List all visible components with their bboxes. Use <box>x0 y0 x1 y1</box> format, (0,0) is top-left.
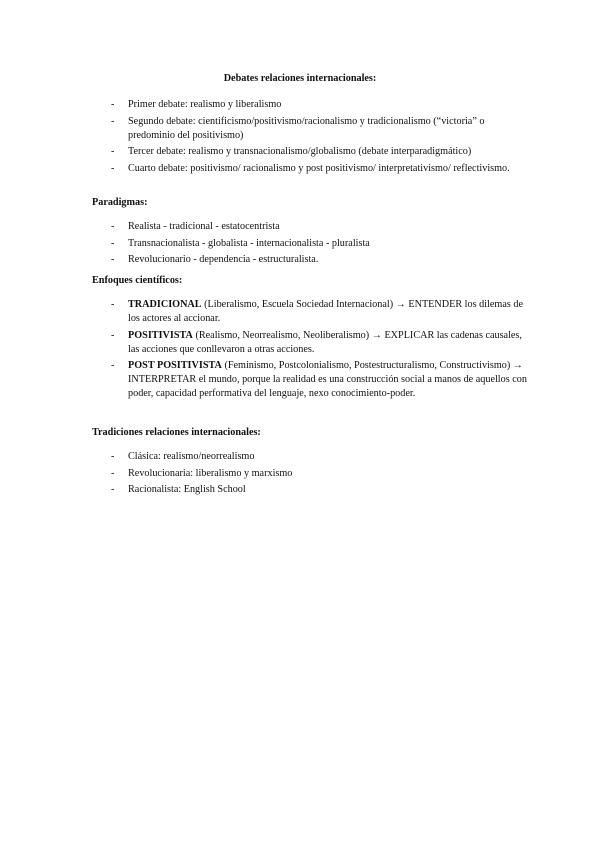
tradiciones-list <box>92 450 532 500</box>
list-dash: - <box>111 237 115 249</box>
debate-text: Primer debate: realismo y liberalismo <box>128 99 282 110</box>
list-item <box>92 220 532 234</box>
paradigma-text: Transnacionalista - globalista - internacionalista - pluralista <box>128 237 370 249</box>
tradicion-text: Clásica: realismo/neorrealismo <box>128 451 255 462</box>
list-dash: - <box>111 162 115 174</box>
paradigmas-list <box>92 220 532 270</box>
enfoque-name: POSITIVISTA <box>128 329 193 341</box>
paradigma-text: Realista - tradicional - estatocentrista <box>128 221 280 232</box>
list-dash: - <box>111 484 115 495</box>
list-dash: - <box>111 115 115 127</box>
debates-list <box>92 98 532 178</box>
enfoques-list <box>92 298 532 404</box>
list-dash: - <box>111 299 115 310</box>
list-item <box>92 298 532 326</box>
list-item <box>92 467 532 481</box>
list-dash: - <box>111 254 115 265</box>
list-item <box>92 162 532 176</box>
list-item <box>92 359 532 401</box>
enfoque-description: (Feminismo, Postcolonialismo, Postestructuralismo, Constructivismo) → INTERPRETAR el mundo, porque la realidad es una construcción social a manos de aquellos con poder, capacidad performativa del lenguaje, nexo conocimiento-poder. <box>128 360 527 399</box>
list-dash: - <box>111 467 115 479</box>
list-item <box>92 145 532 159</box>
paradigma-text: Revolucionario - dependencia - estructuralista. <box>128 254 319 265</box>
tradiciones-heading: Tradiciones relaciones internacionales: <box>92 427 261 438</box>
list-dash: - <box>111 146 115 157</box>
list-item <box>92 329 532 357</box>
list-dash: - <box>111 360 115 371</box>
enfoque-name: POST POSITIVISTA <box>128 360 222 371</box>
list-item <box>92 115 532 143</box>
debate-text: Cuarto debate: positivismo/ racionalismo y post positivismo/ interpretativismo/ reflectivismo. <box>128 162 510 174</box>
list-dash: - <box>111 99 115 110</box>
paradigmas-heading: Paradigmas: <box>92 197 148 208</box>
list-dash: - <box>111 451 115 462</box>
list-item <box>92 237 532 251</box>
list-item <box>92 253 532 267</box>
enfoque-description: (Realismo, Neorrealismo, Neoliberalismo) → EXPLICAR las cadenas causales, las acciones que conllevaron a otras acciones. <box>128 329 522 355</box>
tradicion-text: Racionalista: English School <box>128 484 246 495</box>
tradicion-text: Revolucionaria: liberalismo y marxismo <box>128 467 293 479</box>
debate-text: Segundo debate: cientificismo/positivismo/racionalismo y tradicionalismo (“victoria” o predominio del positivismo) <box>128 115 485 141</box>
enfoque-description: (Liberalismo, Escuela Sociedad Internacional) → ENTENDER los dilemas de los actores al accionar. <box>128 299 523 324</box>
list-dash: - <box>111 221 115 232</box>
debate-text: Tercer debate: realismo y transnacionalismo/globalismo (debate interparadigmático) <box>128 146 472 157</box>
enfoque-name: TRADICIONAL <box>128 299 202 310</box>
list-item <box>92 483 532 497</box>
list-dash: - <box>111 329 115 341</box>
list-item <box>92 98 532 112</box>
enfoques-heading: Enfoques científicos: <box>92 275 183 286</box>
document-title: Debates relaciones internacionales: <box>223 73 377 84</box>
list-item <box>92 450 532 464</box>
